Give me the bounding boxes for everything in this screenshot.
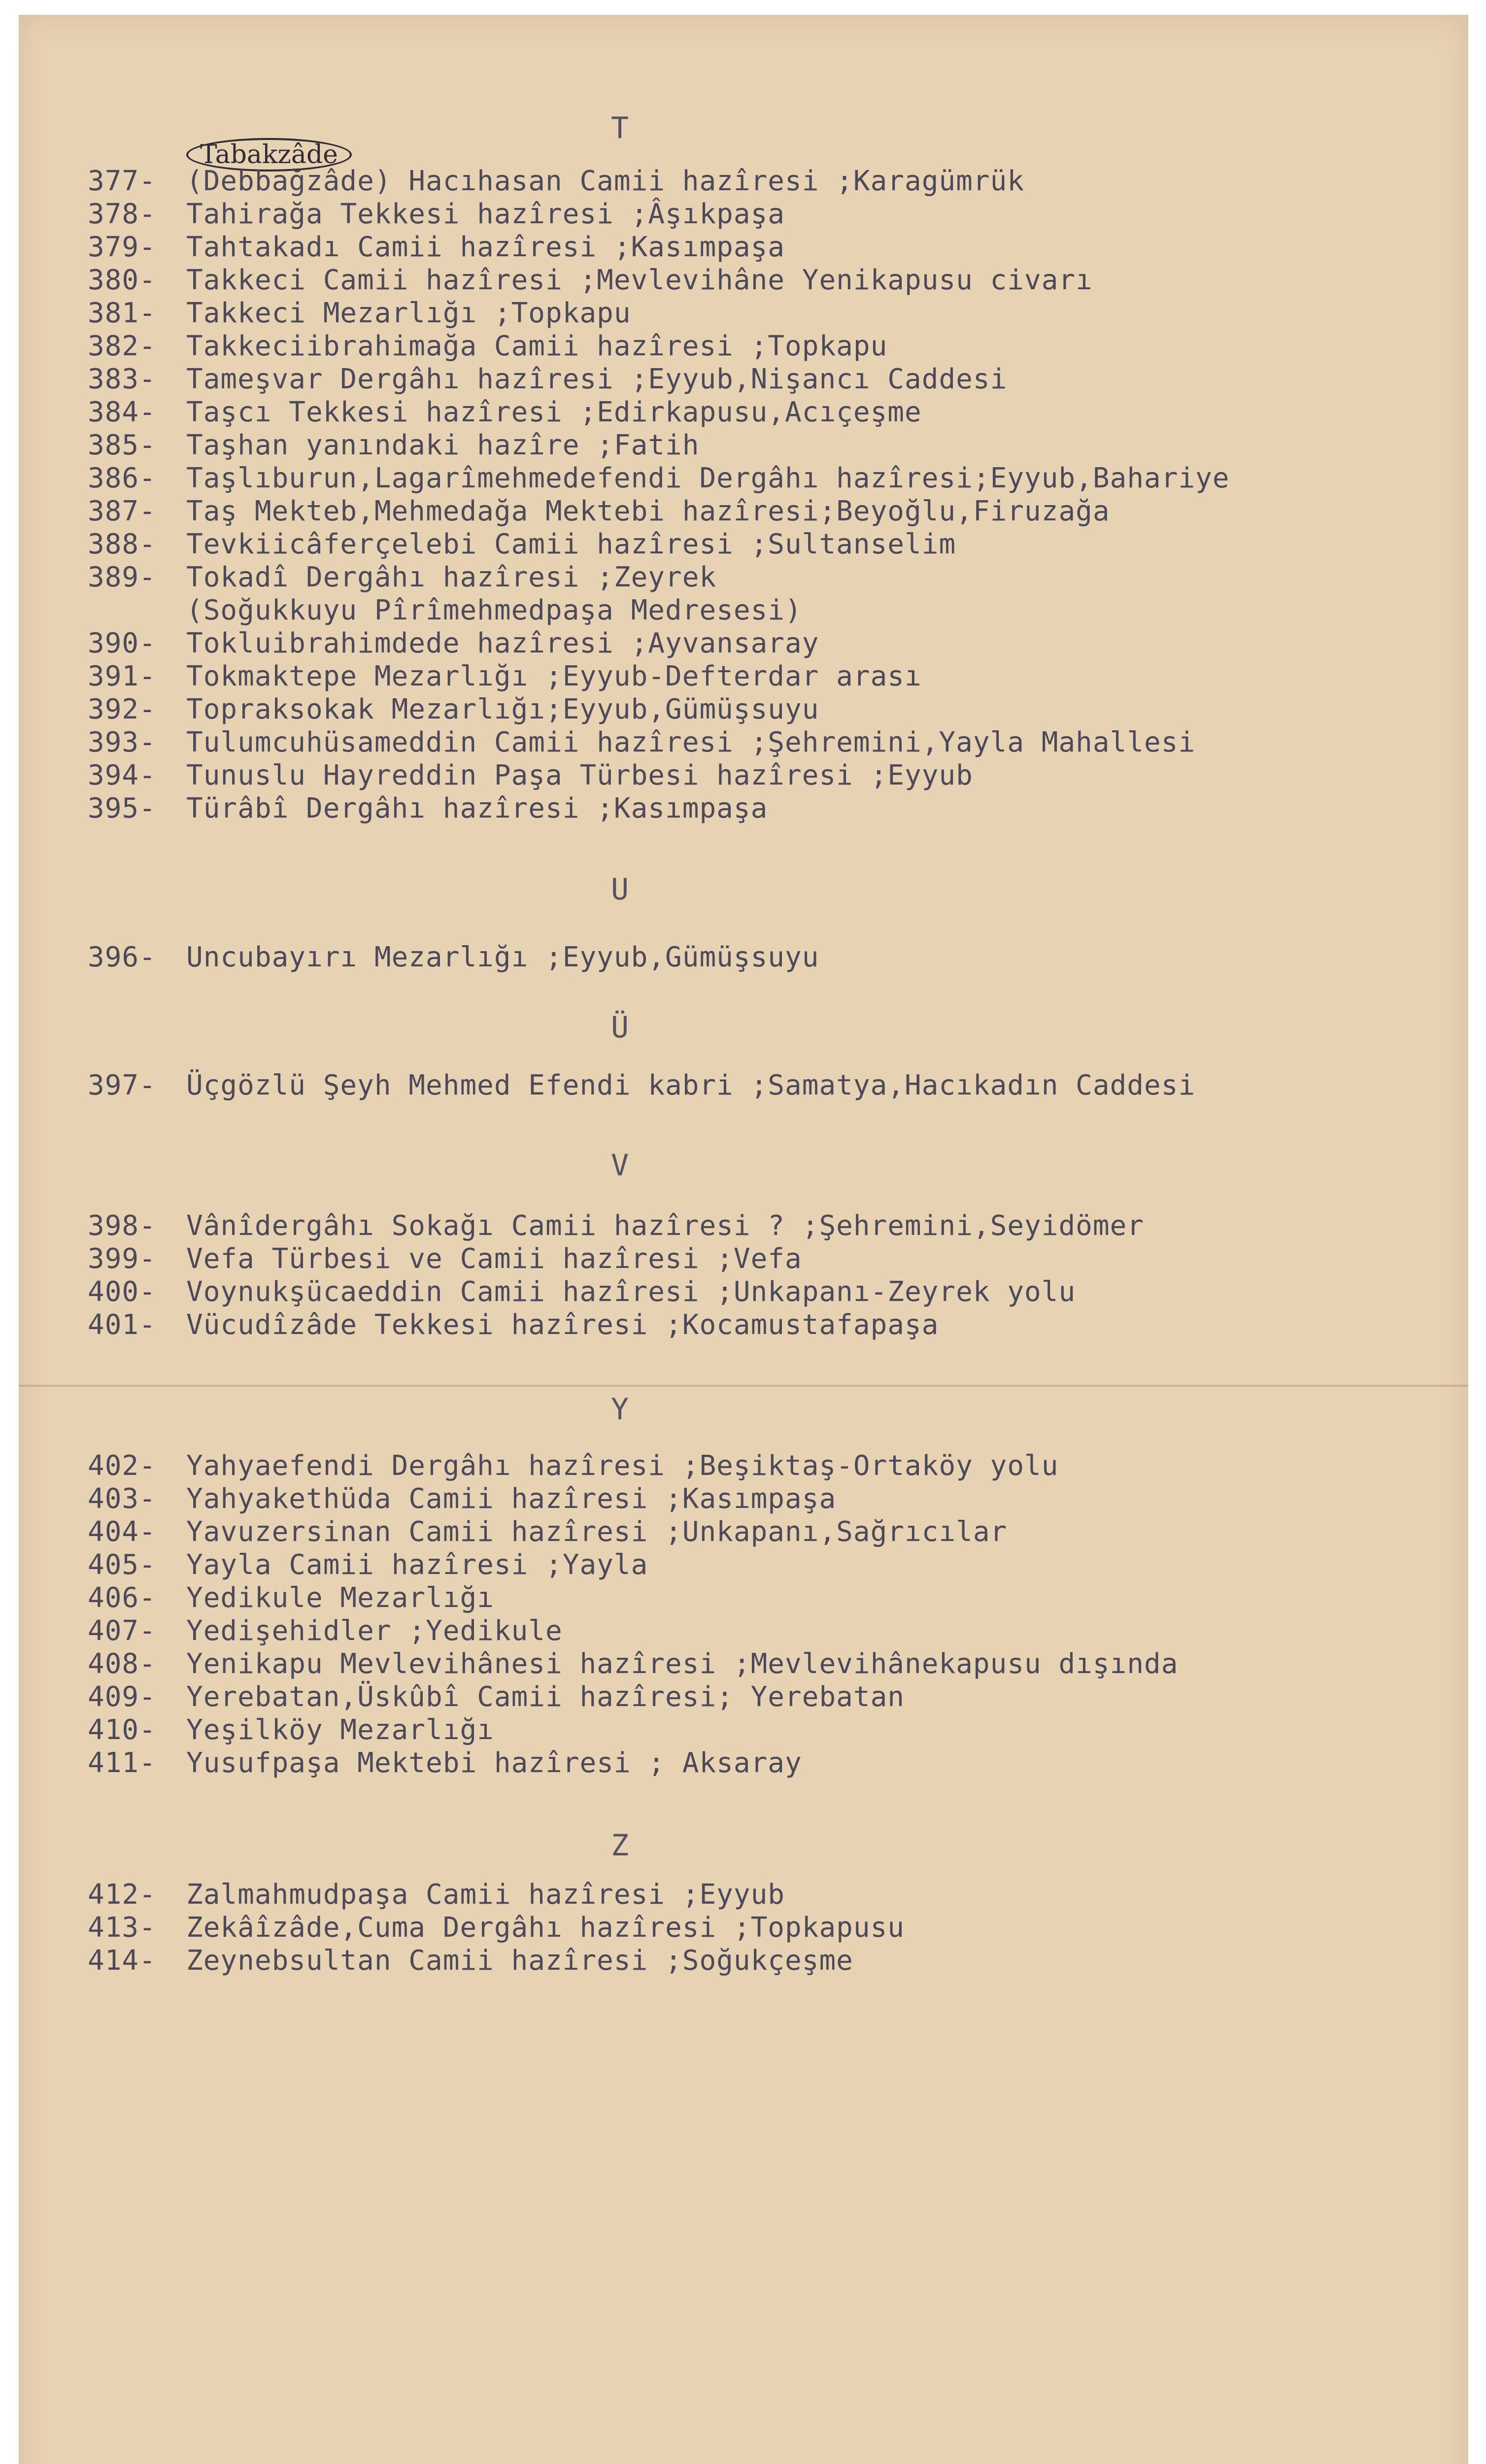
entry-text: Türâbî Dergâhı hazîresi ;Kasımpaşa	[186, 792, 768, 824]
entry-number: 388-	[88, 528, 156, 560]
entry-text: Tokluibrahimdede hazîresi ;Ayvansaray	[186, 627, 819, 659]
list-item	[88, 1309, 1449, 1341]
document-body	[19, 15, 1468, 2464]
list-item	[88, 594, 1449, 626]
list-item	[88, 1069, 1449, 1101]
list-item	[88, 1483, 1449, 1515]
list-item	[88, 1912, 1449, 1944]
section-letter-u-umlaut: Ü	[610, 1010, 629, 1045]
entry-text: Tameşvar Dergâhı hazîresi ;Eyyub,Nişancı Caddesi	[186, 363, 1008, 395]
entry-text: Yedikule Mezarlığı	[186, 1582, 494, 1614]
entry-number: 383-	[88, 363, 156, 395]
list-item	[88, 1516, 1449, 1548]
entry-number: 391-	[88, 660, 156, 692]
entry-text: Yenikapu Mevlevihânesi hazîresi ;Mevlevihânekapusu dışında	[186, 1648, 1179, 1680]
list-item	[88, 528, 1449, 560]
entry-number: 392-	[88, 693, 156, 725]
entry-number: 380-	[88, 264, 156, 296]
entry-text: Tahirağa Tekkesi hazîresi ;Âşıkpaşa	[186, 198, 785, 230]
entry-text: Zeynebsultan Camii hazîresi ;Soğukçeşme	[186, 1945, 853, 1977]
entry-text: Tunuslu Hayreddin Paşa Türbesi hazîresi ;Eyyub	[186, 759, 973, 791]
list-item	[88, 1450, 1449, 1482]
entry-number: 412-	[88, 1879, 156, 1911]
section-letter-u: U	[610, 872, 629, 907]
entry-text: Üçgözlü Şeyh Mehmed Efendi kabri ;Samatya,Hacıkadın Caddesi	[186, 1069, 1196, 1101]
list-item	[88, 792, 1449, 824]
list-item	[88, 941, 1449, 973]
entry-number: 406-	[88, 1582, 156, 1614]
entry-number: 379-	[88, 231, 156, 263]
list-item	[88, 297, 1449, 329]
entry-number: 405-	[88, 1549, 156, 1581]
entry-text: Taşcı Tekkesi hazîresi ;Edirkapusu,Acıçeşme	[186, 396, 922, 428]
list-item	[88, 1210, 1449, 1242]
section-letter-z: Z	[610, 1828, 629, 1863]
list-item	[88, 396, 1449, 428]
entry-number: 396-	[88, 941, 156, 973]
list-item	[88, 363, 1449, 395]
list-item	[88, 693, 1449, 725]
handwritten-note: Tabakzâde	[186, 138, 352, 171]
list-item	[88, 660, 1449, 692]
entry-number: 378-	[88, 198, 156, 230]
entry-text: Vefa Türbesi ve Camii hazîresi ;Vefa	[186, 1243, 802, 1275]
entry-number: 414-	[88, 1945, 156, 1977]
list-item	[88, 1582, 1449, 1614]
list-item	[88, 1879, 1449, 1911]
list-item	[88, 561, 1449, 593]
entry-number: 384-	[88, 396, 156, 428]
entry-text: (Soğukkuyu Pîrîmehmedpaşa Medresesi)	[186, 594, 802, 626]
entry-number: 386-	[88, 462, 156, 494]
entry-text: Takkeciibrahimağa Camii hazîresi ;Topkapu	[186, 330, 888, 362]
entry-number: 400-	[88, 1276, 156, 1308]
entry-number: 395-	[88, 792, 156, 824]
entry-number: 410-	[88, 1714, 156, 1746]
list-item	[88, 726, 1449, 758]
section-letter-y: Y	[610, 1392, 629, 1427]
entry-number: 381-	[88, 297, 156, 329]
entry-text: Yerebatan,Üskûbî Camii hazîresi; Yerebatan	[186, 1681, 905, 1713]
entry-text: (Debbağzâde) Hacıhasan Camii hazîresi ;Karagümrük	[186, 165, 1025, 197]
entry-number: 382-	[88, 330, 156, 362]
entry-number: 408-	[88, 1648, 156, 1680]
entry-number: 397-	[88, 1069, 156, 1101]
entry-number: 403-	[88, 1483, 156, 1515]
entry-text: Vânîdergâhı Sokağı Camii hazîresi ? ;Şehremini,Seyidömer	[186, 1210, 1145, 1242]
list-item	[88, 495, 1449, 527]
entry-text: Yayla Camii hazîresi ;Yayla	[186, 1549, 648, 1581]
entry-number: 393-	[88, 726, 156, 758]
entry-number: 409-	[88, 1681, 156, 1713]
entry-number: 399-	[88, 1243, 156, 1275]
list-item	[88, 1714, 1449, 1746]
list-item	[88, 1681, 1449, 1713]
section-letter-t: T	[610, 111, 629, 145]
list-item	[88, 1747, 1449, 1779]
entry-number: 404-	[88, 1516, 156, 1548]
entry-text: Voynukşücaeddin Camii hazîresi ;Unkapanı-Zeyrek yolu	[186, 1276, 1076, 1308]
entry-text: Yusufpaşa Mektebi hazîresi ; Aksaray	[186, 1747, 802, 1779]
entry-text: Yavuzersinan Camii hazîresi ;Unkapanı,Sağrıcılar	[186, 1516, 1008, 1548]
section-letter-v: V	[610, 1148, 629, 1183]
entry-number: 401-	[88, 1309, 156, 1341]
entry-text: Takkeci Camii hazîresi ;Mevlevihâne Yenikapusu civarı	[186, 264, 1093, 296]
entry-number: 413-	[88, 1912, 156, 1944]
list-item	[88, 1648, 1449, 1680]
list-item	[88, 759, 1449, 791]
entry-number: 411-	[88, 1747, 156, 1779]
entry-text: Tokadî Dergâhı hazîresi ;Zeyrek	[186, 561, 717, 593]
list-item	[88, 1276, 1449, 1308]
list-item	[88, 1615, 1449, 1647]
entry-number: 385-	[88, 429, 156, 461]
entry-text: Takkeci Mezarlığı ;Topkapu	[186, 297, 631, 329]
entry-text: Zalmahmudpaşa Camii hazîresi ;Eyyub	[186, 1879, 785, 1911]
entry-text: Tahtakadı Camii hazîresi ;Kasımpaşa	[186, 231, 785, 263]
list-item	[88, 462, 1449, 494]
list-item	[88, 198, 1449, 230]
entry-text: Yeşilköy Mezarlığı	[186, 1714, 494, 1746]
entry-number: 387-	[88, 495, 156, 527]
entry-number: 407-	[88, 1615, 156, 1647]
entry-text: Tokmaktepe Mezarlığı ;Eyyub-Defterdar arası	[186, 660, 922, 692]
entry-number: 398-	[88, 1210, 156, 1242]
entry-number: 402-	[88, 1450, 156, 1482]
entry-text: Yedişehidler ;Yedikule	[186, 1615, 563, 1647]
list-item	[88, 231, 1449, 263]
list-item	[88, 1243, 1449, 1275]
list-item	[88, 1549, 1449, 1581]
list-item	[88, 165, 1449, 197]
entry-text: Yahyaefendi Dergâhı hazîresi ;Beşiktaş-Ortaköy yolu	[186, 1450, 1059, 1482]
entry-text: Vücudîzâde Tekkesi hazîresi ;Kocamustafapaşa	[186, 1309, 939, 1341]
entry-text: Taş Mekteb,Mehmedağa Mektebi hazîresi;Beyoğlu,Firuzağa	[186, 495, 1110, 527]
list-item	[88, 330, 1449, 362]
entry-number: 394-	[88, 759, 156, 791]
entry-number: 390-	[88, 627, 156, 659]
entry-number: 377-	[88, 165, 156, 197]
entry-text: Topraksokak Mezarlığı;Eyyub,Gümüşsuyu	[186, 693, 819, 725]
list-item	[88, 429, 1449, 461]
entry-number: 389-	[88, 561, 156, 593]
list-item	[88, 264, 1449, 296]
list-item	[88, 627, 1449, 659]
entry-text: Taşlıburun,Lagarîmehmedefendi Dergâhı hazîresi;Eyyub,Bahariye	[186, 462, 1230, 494]
entry-text: Uncubayırı Mezarlığı ;Eyyub,Gümüşsuyu	[186, 941, 819, 973]
list-item	[88, 1945, 1449, 1977]
entry-text: Yahyakethüda Camii hazîresi ;Kasımpaşa	[186, 1483, 837, 1515]
entry-text: Tevkiicâferçelebi Camii hazîresi ;Sultanselim	[186, 528, 956, 560]
document-page	[19, 15, 1468, 2464]
entry-text: Zekâîzâde,Cuma Dergâhı hazîresi ;Topkapusu	[186, 1912, 905, 1944]
entry-text: Tulumcuhüsameddin Camii hazîresi ;Şehremini,Yayla Mahallesi	[186, 726, 1196, 758]
entry-text: Taşhan yanındaki hazîre ;Fatih	[186, 429, 700, 461]
